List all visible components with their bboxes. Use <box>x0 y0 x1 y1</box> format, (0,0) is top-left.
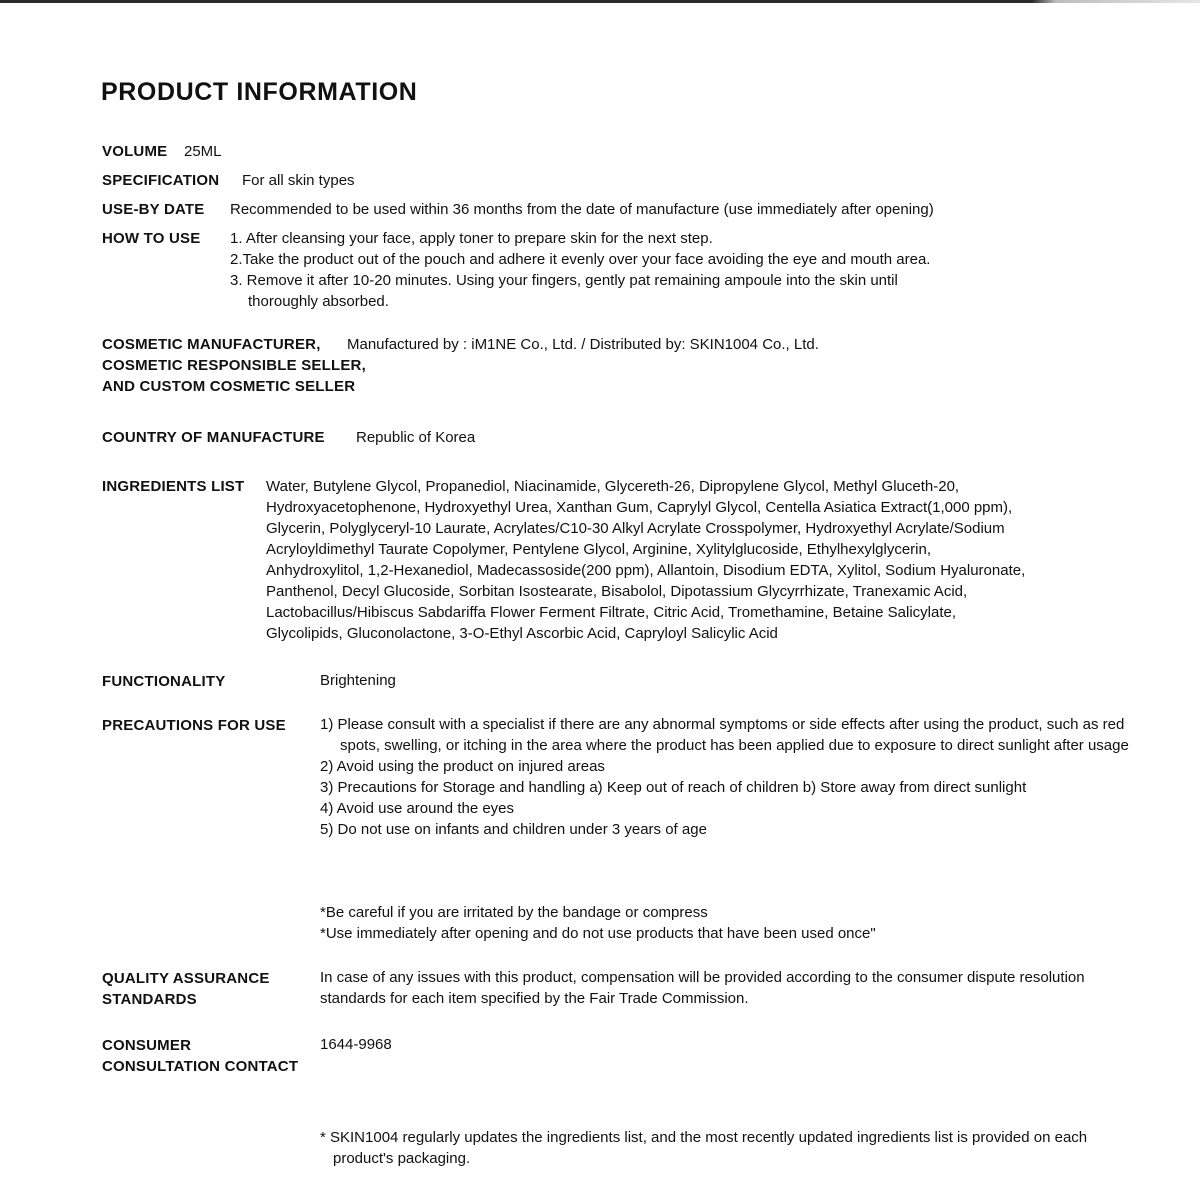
contact-label-line: CONSUMER <box>102 1037 192 1054</box>
precaution-item: 2) Avoid using the product on injured areas <box>320 758 605 775</box>
ingredients-line: Water, Butylene Glycol, Propanediol, Niacinamide, Glycereth-26, Dipropylene Glycol, Methyl Gluceth-20, <box>266 478 960 495</box>
ingredients-line: Panthenol, Decyl Glucoside, Sorbitan Isostearate, Bisabolol, Dipotassium Glycyrrhizate, Tranexamic Acid, <box>266 583 968 600</box>
volume-value: 25ML <box>184 143 222 160</box>
ingredients-line: Glycolipids, Gluconolactone, 3-O-Ethyl Ascorbic Acid, Capryloyl Salicylic Acid <box>266 625 778 642</box>
manufacturer-label <box>102 334 366 397</box>
precaution-note: *Use immediately after opening and do not use products that have been used once" <box>320 925 876 942</box>
contact-label-line: CONSULTATION CONTACT <box>102 1058 299 1075</box>
top-border <box>0 0 1200 3</box>
functionality-label: FUNCTIONALITY <box>102 673 226 690</box>
use-by-date-label: USE-BY DATE <box>102 201 205 218</box>
ingredients-line: Acryloyldimethyl Taurate Copolymer, Pentylene Glycol, Arginine, Xylitylglucoside, Ethylhexylglycerin, <box>266 541 932 558</box>
contact-value: 1644-9968 <box>320 1036 392 1053</box>
precaution-item: 3) Precautions for Storage and handling a) Keep out of reach of children b) Store away from direct sunlight <box>320 779 1027 796</box>
precautions-list <box>320 714 1140 840</box>
quality-value: In case of any issues with this product, compensation will be provided according to the consumer dispute resolution standards for each item specified by the Fair Trade Commission. <box>320 969 1085 1007</box>
page-title: PRODUCT INFORMATION <box>101 78 418 106</box>
precaution-item: 1) Please consult with a specialist if there are any abnormal symptoms or side effects after using the product, such as red spots, swelling, or itching in the area where the product has been applied due to exposure to direct sunlight after usage <box>320 716 1129 754</box>
manufacturer-label-line: AND CUSTOM COSMETIC SELLER <box>102 378 356 395</box>
manufacturer-value: Manufactured by : iM1NE Co., Ltd. / Distributed by: SKIN1004 Co., Ltd. <box>347 336 819 353</box>
use-by-date-value: Recommended to be used within 36 months from the date of manufacture (use immediately after opening) <box>230 201 934 218</box>
ingredients-line: Lactobacillus/Hibiscus Sabdariffa Flower Ferment Filtrate, Citric Acid, Tromethamine, Betaine Salicylate, <box>266 604 957 621</box>
precaution-note: *Be careful if you are irritated by the bandage or compress <box>320 904 708 921</box>
how-to-use-label: HOW TO USE <box>102 230 201 247</box>
precaution-item: 4) Avoid use around the eyes <box>320 800 515 817</box>
country-label: COUNTRY OF MANUFACTURE <box>102 429 325 446</box>
how-to-use-step: 2.Take the product out of the pouch and adhere it evenly over your face avoiding the eye and mouth area. <box>230 251 931 268</box>
ingredients-line: Anhydroxylitol, 1,2-Hexanediol, Madecassoside(200 ppm), Allantoin, Disodium EDTA, Xylitol, Sodium Hyaluronate, <box>266 562 1026 579</box>
contact-label <box>102 1035 298 1077</box>
ingredients-list <box>266 476 1025 644</box>
precaution-item: 5) Do not use on infants and children under 3 years of age <box>320 821 707 838</box>
precaution-notes <box>320 902 876 944</box>
ingredients-label: INGREDIENTS LIST <box>102 478 245 495</box>
footnote: * SKIN1004 regularly updates the ingredients list, and the most recently updated ingredients list is provided on each product's packaging. <box>320 1129 1088 1167</box>
how-to-use-steps <box>230 228 930 312</box>
specification-value: For all skin types <box>242 172 355 189</box>
how-to-use-step: thoroughly absorbed. <box>248 293 389 310</box>
quality-label-line: STANDARDS <box>102 991 197 1008</box>
ingredients-line: Glycerin, Polyglyceryl-10 Laurate, Acrylates/C10-30 Alkyl Acrylate Crosspolymer, Hydroxyethyl Acrylate/Sodium <box>266 520 1005 537</box>
specification-label: SPECIFICATION <box>102 172 220 189</box>
precautions-label: PRECAUTIONS FOR USE <box>102 717 286 734</box>
ingredients-line: Hydroxyacetophenone, Hydroxyethyl Urea, Xanthan Gum, Caprylyl Glycol, Centella Asiatica Extract(1,000 ppm), <box>266 499 1013 516</box>
manufacturer-label-line: COSMETIC RESPONSIBLE SELLER, <box>102 357 366 374</box>
manufacturer-label-line: COSMETIC MANUFACTURER, <box>102 336 321 353</box>
functionality-value: Brightening <box>320 672 396 689</box>
country-value: Republic of Korea <box>356 429 476 446</box>
quality-label-line: QUALITY ASSURANCE <box>102 970 270 987</box>
how-to-use-step: 3. Remove it after 10-20 minutes. Using your fingers, gently pat remaining ampoule into the skin until <box>230 272 898 289</box>
quality-label <box>102 968 270 1010</box>
volume-label: VOLUME <box>102 143 168 160</box>
how-to-use-step: 1. After cleansing your face, apply toner to prepare skin for the next step. <box>230 230 713 247</box>
